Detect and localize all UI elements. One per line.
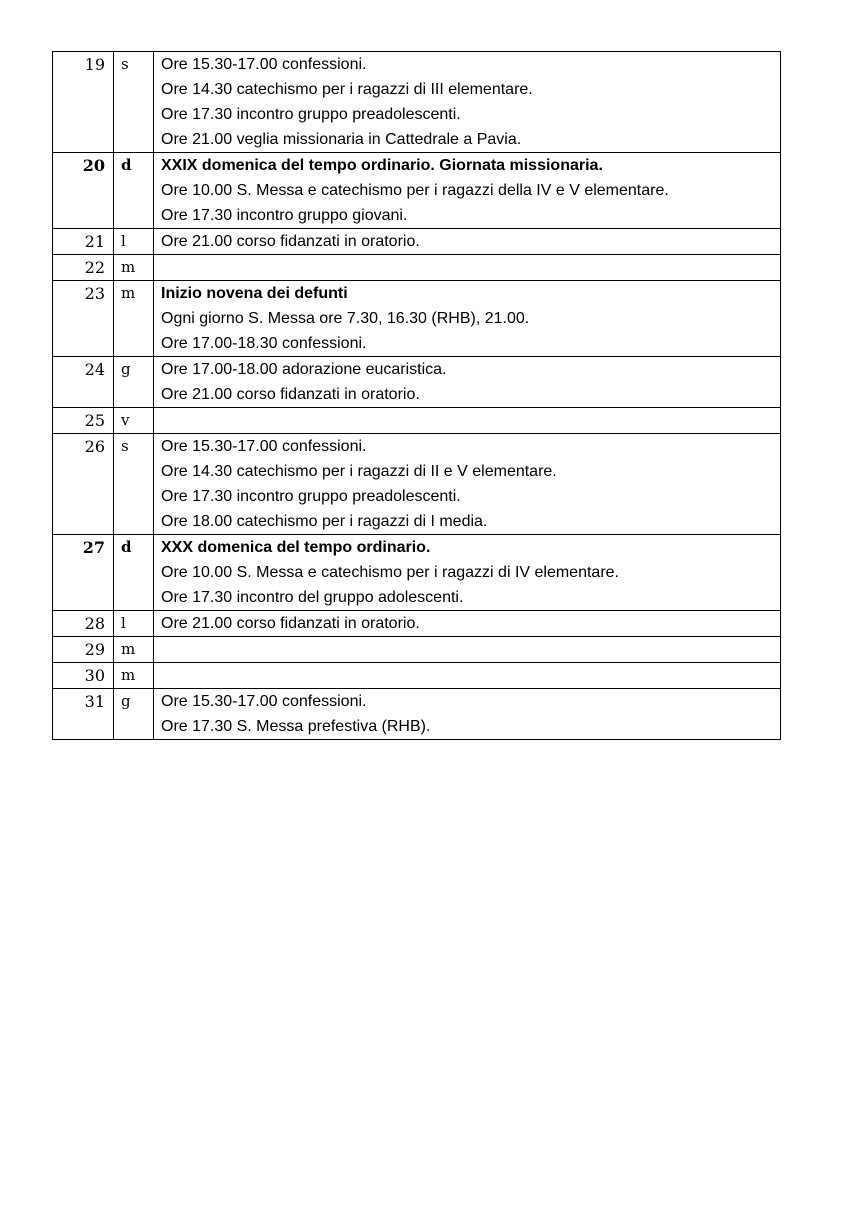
weekday-letter: d <box>114 153 154 229</box>
event-line: Ore 21.00 veglia missionaria in Cattedrale a Pavia. <box>161 131 522 148</box>
weekday-letter: l <box>114 611 154 637</box>
events-cell <box>154 535 781 611</box>
calendar-row <box>53 689 781 740</box>
event-heading: XXX domenica del tempo ordinario. <box>161 539 431 556</box>
calendar-row <box>53 229 781 255</box>
event-line: Ore 17.00-18.00 adorazione eucaristica. <box>161 361 447 378</box>
event-line: Ore 17.30 incontro gruppo giovani. <box>161 207 408 224</box>
event-line: Ore 21.00 corso fidanzati in oratorio. <box>161 233 420 250</box>
calendar-row <box>53 52 781 153</box>
calendar-body <box>53 52 781 740</box>
events-cell <box>154 357 781 408</box>
calendar-row <box>53 663 781 689</box>
event-line: Ore 17.30 S. Messa prefestiva (RHB). <box>161 718 431 735</box>
calendar-row <box>53 637 781 663</box>
calendar-row <box>53 255 781 281</box>
day-number: 22 <box>53 255 114 281</box>
calendar-row <box>53 535 781 611</box>
events-cell <box>154 689 781 740</box>
event-line: Ore 15.30-17.00 confessioni. <box>161 438 367 455</box>
calendar-row <box>53 281 781 357</box>
day-number: 23 <box>53 281 114 357</box>
event-line: Ore 17.00-18.30 confessioni. <box>161 335 367 352</box>
event-line: Ore 15.30-17.00 confessioni. <box>161 56 367 73</box>
day-number: 20 <box>53 153 114 229</box>
weekday-letter: m <box>114 281 154 357</box>
event-line: Ore 10.00 S. Messa e catechismo per i ragazzi della IV e V elementare. <box>161 182 669 199</box>
calendar-row <box>53 408 781 434</box>
events-cell <box>154 637 781 663</box>
event-line: Ore 17.30 incontro gruppo preadolescenti. <box>161 488 461 505</box>
day-number: 30 <box>53 663 114 689</box>
day-number: 29 <box>53 637 114 663</box>
event-heading: XXIX domenica del tempo ordinario. Giornata missionaria. <box>161 157 603 174</box>
day-number: 26 <box>53 434 114 535</box>
weekday-letter: v <box>114 408 154 434</box>
events-cell <box>154 52 781 153</box>
events-cell <box>154 229 781 255</box>
weekday-letter: s <box>114 52 154 153</box>
weekday-letter: g <box>114 357 154 408</box>
day-number: 28 <box>53 611 114 637</box>
calendar-row <box>53 434 781 535</box>
weekday-letter: m <box>114 255 154 281</box>
event-heading: Inizio novena dei defunti <box>161 285 348 302</box>
weekday-letter: g <box>114 689 154 740</box>
event-line: Ore 18.00 catechismo per i ragazzi di I media. <box>161 513 488 530</box>
weekday-letter: s <box>114 434 154 535</box>
event-line: Ore 14.30 catechismo per i ragazzi di III elementare. <box>161 81 533 98</box>
events-cell <box>154 281 781 357</box>
event-line: Ore 21.00 corso fidanzati in oratorio. <box>161 386 420 403</box>
day-number: 31 <box>53 689 114 740</box>
calendar-row <box>53 611 781 637</box>
weekday-letter: m <box>114 637 154 663</box>
weekday-letter: m <box>114 663 154 689</box>
calendar-table <box>52 51 781 740</box>
event-line: Ore 17.30 incontro del gruppo adolescenti. <box>161 589 464 606</box>
day-number: 24 <box>53 357 114 408</box>
weekday-letter: l <box>114 229 154 255</box>
event-line: Ore 17.30 incontro gruppo preadolescenti. <box>161 106 461 123</box>
day-number: 25 <box>53 408 114 434</box>
calendar-row <box>53 357 781 408</box>
day-number: 21 <box>53 229 114 255</box>
events-cell <box>154 153 781 229</box>
event-line: Ore 21.00 corso fidanzati in oratorio. <box>161 615 420 632</box>
events-cell <box>154 408 781 434</box>
event-line: Ogni giorno S. Messa ore 7.30, 16.30 (RHB), 21.00. <box>161 310 530 327</box>
event-line: Ore 14.30 catechismo per i ragazzi di II e V elementare. <box>161 463 557 480</box>
events-cell <box>154 663 781 689</box>
event-line: Ore 10.00 S. Messa e catechismo per i ragazzi di IV elementare. <box>161 564 619 581</box>
events-cell <box>154 611 781 637</box>
day-number: 27 <box>53 535 114 611</box>
events-cell <box>154 255 781 281</box>
event-line: Ore 15.30-17.00 confessioni. <box>161 693 367 710</box>
weekday-letter: d <box>114 535 154 611</box>
day-number: 19 <box>53 52 114 153</box>
events-cell <box>154 434 781 535</box>
calendar-row <box>53 153 781 229</box>
